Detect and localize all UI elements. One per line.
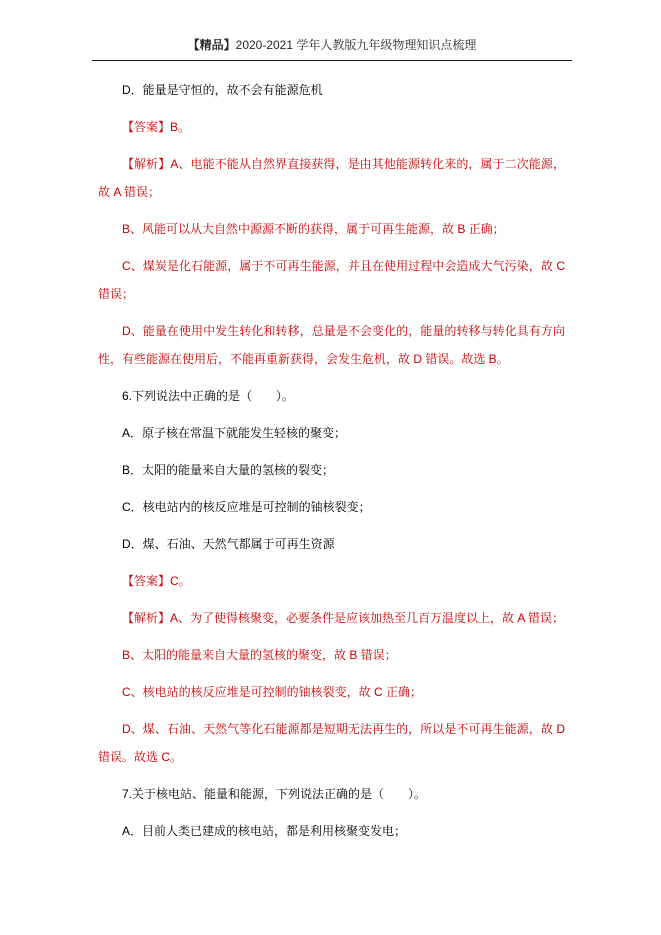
- q6-option-c: C．核电站内的核反应堆是可控制的铀核裂变；: [122, 500, 371, 514]
- q6-analysis-a: 【解析】A、为了使得核聚变，必要条件是应该加热至几百万温度以上，故 A 错误；: [122, 611, 565, 625]
- q6-answer: 【答案】C。: [122, 574, 191, 588]
- q7-stem: 7.关于核电站、能量和能源，下列说法正确的是（ ）。: [122, 787, 427, 801]
- q5-option-d: D．能量是守恒的，故不会有能源危机: [122, 83, 323, 97]
- q5-analysis-a: 【解析】A、电能不能从自然界直接获得，是由其他能源转化来的，属于二次能源，故 A 错误；: [98, 157, 565, 199]
- q5-analysis-c: C、煤炭是化石能源，属于不可再生能源，并且在使用过程中会造成大气污染，故 C 错误；: [98, 259, 565, 301]
- q6-analysis-d: D、煤、石油、天然气等化石能源都是短期无法再生的，所以是不可再生能源，故 D 错误。故选 C。: [98, 722, 565, 764]
- q5-analysis-d: D、能量在使用中发生转化和转移，总量是不会变化的，能量的转移与转化具有方向性，有些能源在使用后，不能再重新获得，会发生危机，故 D 错误。故选 B。: [98, 324, 565, 366]
- page-header: [92, 36, 572, 61]
- q6-analysis-b: B、太阳的能量来自大量的氢核的聚变，故 B 错误；: [122, 648, 397, 662]
- q6-stem: 6.下列说法中正确的是（ ）。: [122, 389, 295, 403]
- q5-analysis-b: B、风能可以从大自然中源源不断的获得，属于可再生能源，故 B 正确；: [122, 222, 505, 236]
- q6-option-d: D．煤、石油、天然气都属于可再生资源: [122, 537, 335, 551]
- header-badge: 【精品】: [187, 38, 236, 52]
- header-title: 2020-2021 学年人教版九年级物理知识点梳理: [235, 38, 477, 52]
- q7-option-a: A．目前人类已建成的核电站，都是利用核聚变发电；: [122, 824, 407, 838]
- q6-option-a: A．原子核在常温下就能发生轻核的聚变；: [122, 426, 347, 440]
- q5-answer: 【答案】B。: [122, 120, 191, 134]
- document-body: [98, 76, 565, 854]
- q6-option-b: B．太阳的能量来自大量的氢核的裂变；: [122, 463, 335, 477]
- q6-analysis-c: C、核电站的核反应堆是可控制的铀核裂变，故 C 正确；: [122, 685, 423, 699]
